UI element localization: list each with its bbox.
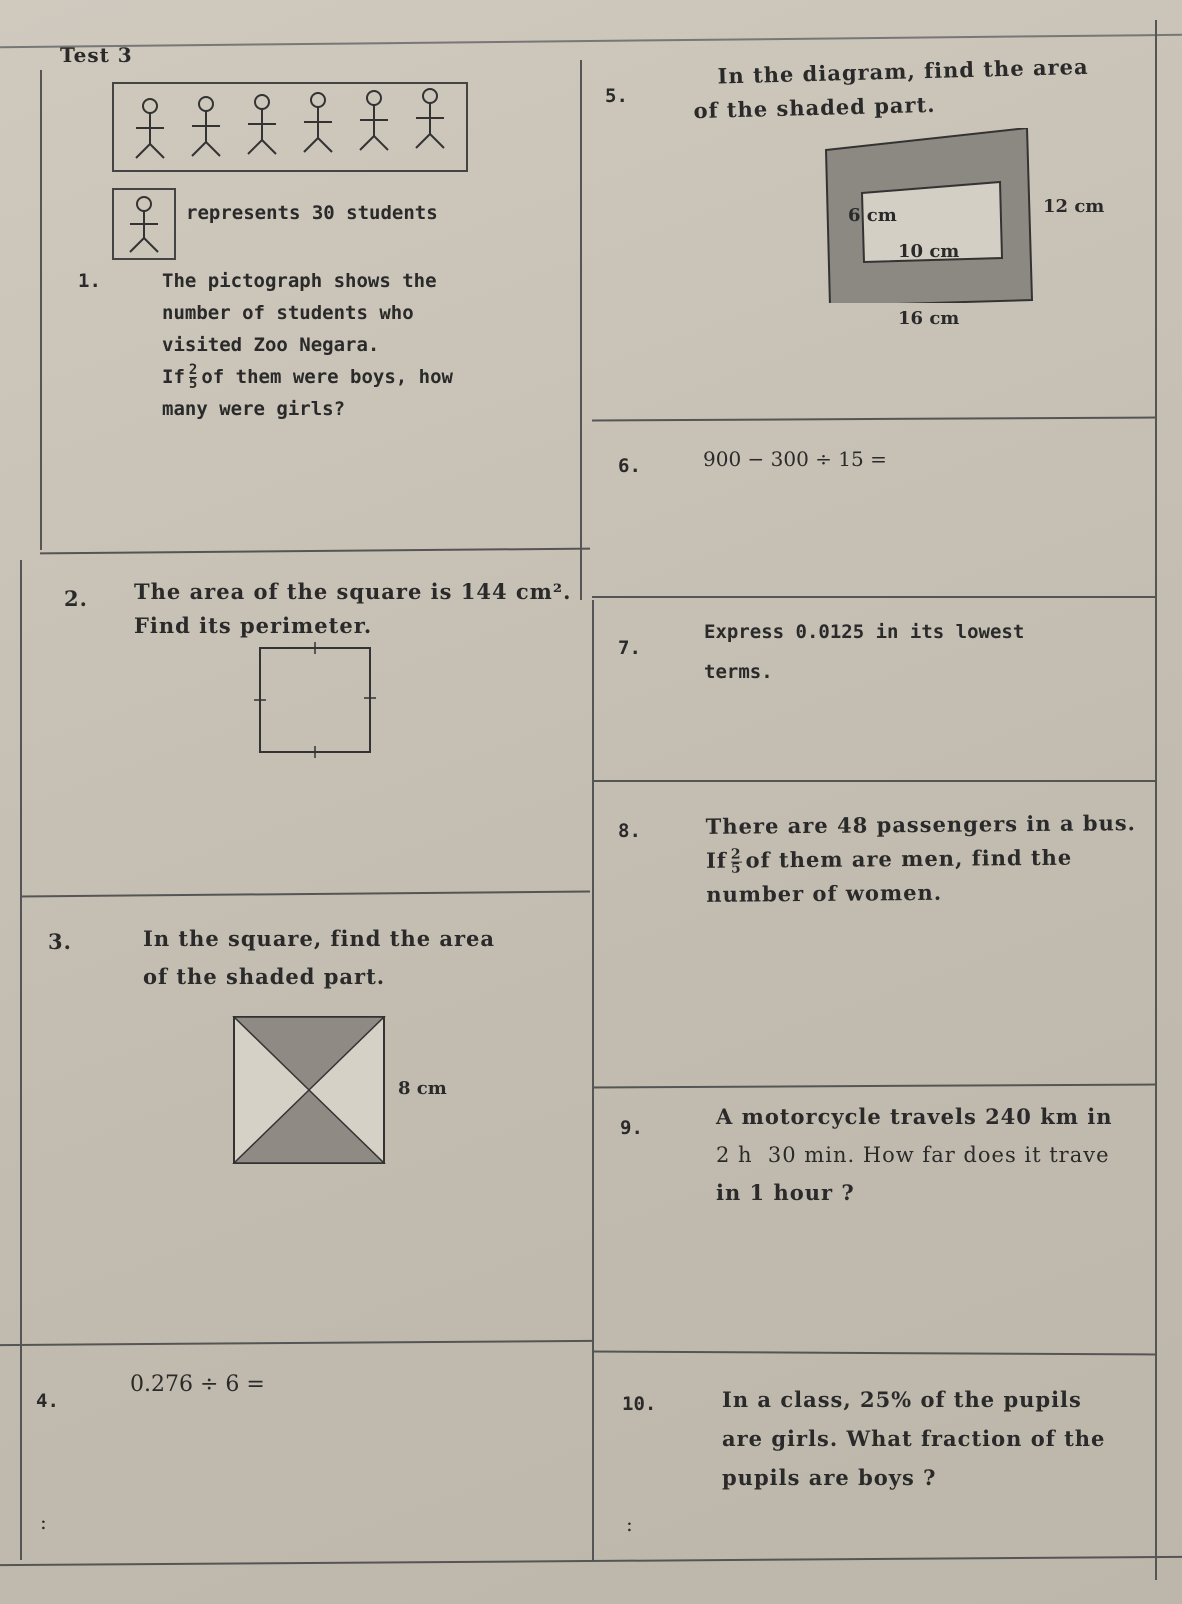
question-number: 6. <box>618 455 641 477</box>
question-number: 10. <box>622 1393 657 1415</box>
q3-text: In the square, find the area of the shaded part. <box>143 926 496 989</box>
divider-q1-q2 <box>40 548 590 555</box>
left-margin-line <box>40 70 42 550</box>
shaded-square-diagram <box>232 1015 388 1167</box>
question-number: 1. <box>78 270 101 292</box>
q5-text: In the diagram, find the area of the shaded part. <box>693 53 1089 124</box>
q7-text: Express 0.0125 in its lowest terms. <box>704 621 1025 683</box>
q1-line: many were girls? <box>162 398 346 420</box>
divider-q5-q6 <box>592 417 1155 422</box>
inner-height-label: 6 cm <box>848 205 897 226</box>
outer-width-label: 16 cm <box>898 308 960 329</box>
q2-text: The area of the square is 144 cm². Find its perimeter. <box>134 579 572 638</box>
stick-figure-icon <box>248 95 276 154</box>
question-number: 2. <box>64 586 88 611</box>
q4-expression: 0.276 ÷ 6 = <box>130 1372 265 1397</box>
column-divider-lower <box>592 600 594 1560</box>
q1-line: The pictograph shows the <box>162 270 437 292</box>
stick-figure-icon <box>136 99 164 158</box>
divider-q3-q4 <box>0 1340 592 1346</box>
question-number: 5. <box>605 85 628 107</box>
pictograph-key-label: represents 30 students <box>186 202 438 224</box>
divider-q7-q8 <box>592 780 1155 782</box>
q1-text <box>162 265 453 425</box>
bottom-border <box>0 1556 1182 1566</box>
outer-height-label: 12 cm <box>1043 196 1105 217</box>
pictograph-figures <box>114 84 466 170</box>
q9-text: A motorcycle travels 240 km in 2 h 30 min. How far does it trave in 1 hour ? <box>716 1104 1113 1205</box>
q1-line: visited Zoo Negara. <box>162 334 380 356</box>
divider-q6-q7 <box>592 596 1155 598</box>
square-diagram <box>250 640 380 760</box>
top-border <box>0 34 1182 48</box>
stick-figure-icon <box>416 89 444 148</box>
left-margin-line-lower <box>20 560 22 1560</box>
stick-figure-icon <box>114 190 174 258</box>
question-number: 4. <box>36 1390 59 1412</box>
right-border <box>1155 20 1157 1580</box>
question-number: 9. <box>620 1117 643 1139</box>
fraction: $\frac{2}{5}$ <box>188 362 198 392</box>
question-number: 7. <box>618 637 641 659</box>
q10-text: In a class, 25% of the pupils are girls. What fraction of the pupils are boys ? <box>722 1387 1106 1490</box>
test-title: Test 3 <box>60 43 133 67</box>
fraction: $\frac{2}{5}$ <box>730 846 742 877</box>
q1-line: number of students who <box>162 302 414 324</box>
stick-figure-icon <box>360 91 388 150</box>
divider-q2-q3 <box>20 891 590 898</box>
answer-mark: : <box>626 1512 633 1536</box>
question-number: 8. <box>618 820 641 842</box>
stick-figure-icon <box>304 93 332 152</box>
side-length-label: 8 cm <box>398 1078 447 1099</box>
column-divider <box>580 60 582 600</box>
answer-mark: : <box>40 1510 47 1534</box>
question-number: 3. <box>48 929 72 954</box>
divider-q9-q10 <box>592 1351 1155 1356</box>
pictograph-key-figure <box>112 188 176 260</box>
q1-fraction-line: If $\frac{2}{5}$ of them were boys, how <box>162 362 453 392</box>
divider-q8-q9 <box>592 1084 1155 1089</box>
q6-expression: 900 − 300 ÷ 15 = <box>703 447 887 471</box>
pictograph <box>112 82 468 172</box>
q8-text: There are 48 passengers in a bus. If $\frac{2}{5}$ of them are men, find the number of women. <box>705 810 1137 907</box>
stick-figure-icon <box>192 97 220 156</box>
inner-width-label: 10 cm <box>898 241 960 262</box>
